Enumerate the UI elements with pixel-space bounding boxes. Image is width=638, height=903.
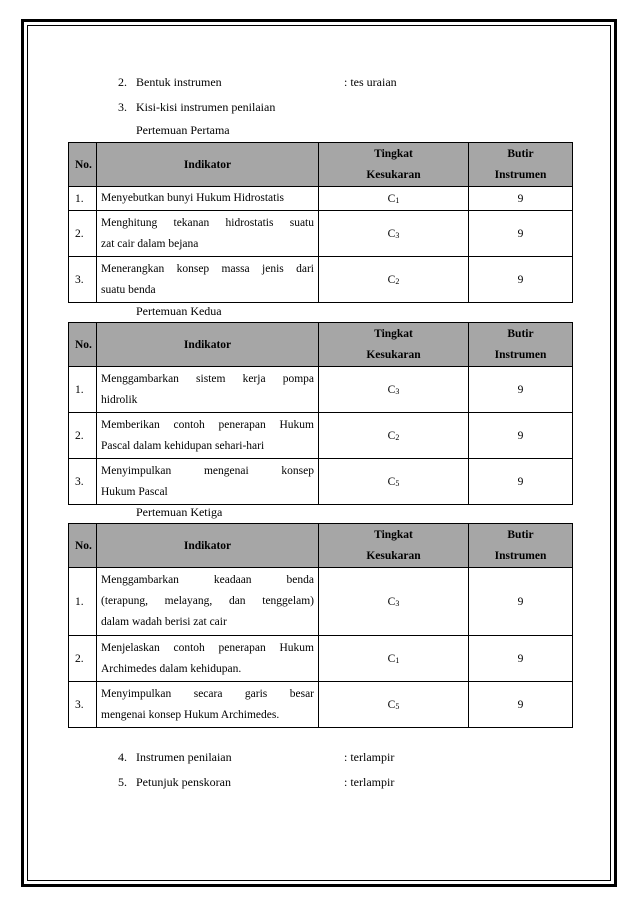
table-row <box>69 187 573 211</box>
section-title-pertemuan-kedua: Pertemuan Kedua <box>136 304 222 318</box>
table-row <box>69 459 573 505</box>
table-header-row <box>69 323 573 367</box>
cell-butir: 9 <box>469 459 573 505</box>
cell-indikator: Menerangkan konsep massa jenis dari suatu benda <box>97 257 319 303</box>
cell-no: 1. <box>69 568 97 636</box>
cell-tingkat: $C_3$ <box>319 568 469 636</box>
list-value: : tes uraian <box>344 75 397 89</box>
cell-butir: 9 <box>469 636 573 682</box>
table-row <box>69 636 573 682</box>
table-row <box>69 682 573 728</box>
cell-tingkat: $C_3$ <box>319 211 469 257</box>
header-butir-instrumen: Butir Instrumen <box>469 143 573 187</box>
cell-no: 1. <box>69 187 97 211</box>
header-butir-instrumen: Butir Instrumen <box>469 323 573 367</box>
header-butir-instrumen: Butir Instrumen <box>469 524 573 568</box>
table-pertemuan-pertama <box>68 142 573 303</box>
list-label: Bentuk instrumen <box>136 75 222 89</box>
list-label: Instrumen penilaian <box>136 750 232 764</box>
table-row <box>69 211 573 257</box>
table-pertemuan-ketiga <box>68 523 573 728</box>
cell-no: 1. <box>69 367 97 413</box>
cell-no: 2. <box>69 413 97 459</box>
cell-tingkat: $C_5$ <box>319 682 469 728</box>
cell-tingkat: $C_3$ <box>319 367 469 413</box>
table-header-row <box>69 143 573 187</box>
cell-no: 3. <box>69 682 97 728</box>
table-row <box>69 568 573 636</box>
cell-indikator: Menggambarkan sistem kerja pompa hidrolik <box>97 367 319 413</box>
list-number: 2. <box>118 75 127 89</box>
list-value: : terlampir <box>344 750 395 764</box>
cell-tingkat: $C_2$ <box>319 257 469 303</box>
header-indikator: Indikator <box>97 143 319 187</box>
cell-indikator: Menyimpulkan secara garis besar mengenai konsep Hukum Archimedes. <box>97 682 319 728</box>
table-row <box>69 257 573 303</box>
list-number: 5. <box>118 775 127 789</box>
cell-tingkat: $C_1$ <box>319 187 469 211</box>
list-label: Kisi-kisi instrumen penilaian <box>136 100 276 114</box>
cell-no: 2. <box>69 636 97 682</box>
list-number: 4. <box>118 750 127 764</box>
list-value: : terlampir <box>344 775 395 789</box>
cell-no: 3. <box>69 459 97 505</box>
header-indikator: Indikator <box>97 323 319 367</box>
cell-butir: 9 <box>469 413 573 459</box>
table-row <box>69 413 573 459</box>
cell-no: 2. <box>69 211 97 257</box>
cell-indikator: Memberikan contoh penerapan Hukum Pascal dalam kehidupan sehari-hari <box>97 413 319 459</box>
header-tingkat-kesukaran: Tingkat Kesukaran <box>319 143 469 187</box>
section-title-pertemuan-ketiga: Pertemuan Ketiga <box>136 505 223 519</box>
section-title-pertemuan-pertama: Pertemuan Pertama <box>136 123 230 137</box>
cell-butir: 9 <box>469 257 573 303</box>
header-indikator: Indikator <box>97 524 319 568</box>
list-number: 3. <box>118 100 127 114</box>
header-no: No. <box>69 524 97 568</box>
cell-indikator: Menggambarkan keadaan benda (terapung, melayang, dan tenggelam) dalam wadah berisi zat cair <box>97 568 319 636</box>
table-row <box>69 367 573 413</box>
cell-butir: 9 <box>469 682 573 728</box>
cell-indikator: Menjelaskan contoh penerapan Hukum Archimedes dalam kehidupan. <box>97 636 319 682</box>
cell-tingkat: $C_5$ <box>319 459 469 505</box>
header-no: No. <box>69 143 97 187</box>
table-pertemuan-kedua <box>68 322 573 505</box>
cell-indikator: Menyimpulkan mengenai konsep Hukum Pascal <box>97 459 319 505</box>
cell-indikator: Menghitung tekanan hidrostatis suatu zat cair dalam bejana <box>97 211 319 257</box>
list-label: Petunjuk penskoran <box>136 775 231 789</box>
table-header-row <box>69 524 573 568</box>
cell-tingkat: $C_2$ <box>319 413 469 459</box>
header-tingkat-kesukaran: Tingkat Kesukaran <box>319 524 469 568</box>
cell-indikator: Menyebutkan bunyi Hukum Hidrostatis <box>97 187 319 211</box>
cell-tingkat: $C_1$ <box>319 636 469 682</box>
cell-no: 3. <box>69 257 97 303</box>
cell-butir: 9 <box>469 367 573 413</box>
header-no: No. <box>69 323 97 367</box>
cell-butir: 9 <box>469 568 573 636</box>
cell-butir: 9 <box>469 211 573 257</box>
header-tingkat-kesukaran: Tingkat Kesukaran <box>319 323 469 367</box>
cell-butir: 9 <box>469 187 573 211</box>
